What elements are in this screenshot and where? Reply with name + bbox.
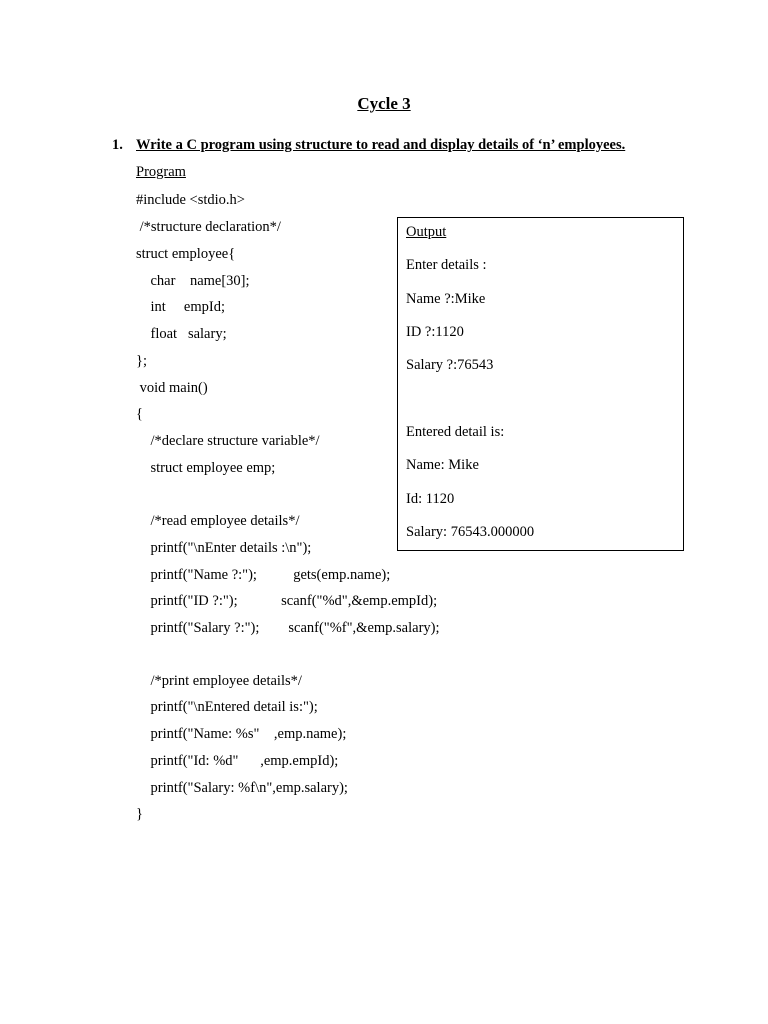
output-line: Enter details : <box>406 257 487 273</box>
code-line: printf("\nEntered detail is:"); <box>136 699 318 715</box>
code-line: printf("\nEnter details :\n"); <box>136 540 312 556</box>
output-line: Entered detail is: <box>406 424 505 440</box>
code-line: printf("Name: %s" ,emp.name); <box>136 726 347 742</box>
code-line: int empId; <box>136 299 226 315</box>
code-line: /*print employee details*/ <box>136 673 302 689</box>
page-title: Cycle 3 <box>357 94 411 113</box>
output-title: Output <box>406 224 447 240</box>
program-label: Program <box>136 164 186 180</box>
code-line: char name[30]; <box>136 273 250 289</box>
code-line: { <box>136 406 143 422</box>
code-line: void main() <box>136 380 208 396</box>
code-line: /*read employee details*/ <box>136 513 300 529</box>
code-line: printf("ID ?:"); scanf("%d",&emp.empId); <box>136 593 438 609</box>
question-text: Write a C program using structure to read and display details of ‘n’ employees. <box>136 137 626 153</box>
output-line: Id: 1120 <box>406 491 455 507</box>
code-line: } <box>136 806 143 822</box>
question-number: 1. <box>112 137 123 153</box>
code-line: struct employee emp; <box>136 460 276 476</box>
code-line: printf("Id: %d" ,emp.empId); <box>136 753 339 769</box>
code-line: /*declare structure variable*/ <box>136 433 320 449</box>
code-line: printf("Name ?:"); gets(emp.name); <box>136 567 391 583</box>
code-line: }; <box>136 353 147 369</box>
output-line: Name: Mike <box>406 457 479 473</box>
output-line: ID ?:1120 <box>406 324 464 340</box>
code-line: /*structure declaration*/ <box>136 219 281 235</box>
code-line: printf("Salary: %f\n",emp.salary); <box>136 780 348 796</box>
code-line: float salary; <box>136 326 227 342</box>
output-line: Salary ?:76543 <box>406 357 494 373</box>
code-line: #include <stdio.h> <box>136 192 245 208</box>
output-line: Salary: 76543.000000 <box>406 524 535 540</box>
code-line: printf("Salary ?:"); scanf("%f",&emp.salary); <box>136 620 440 636</box>
output-box <box>397 217 684 551</box>
code-line: struct employee{ <box>136 246 236 262</box>
output-line: Name ?:Mike <box>406 291 486 307</box>
